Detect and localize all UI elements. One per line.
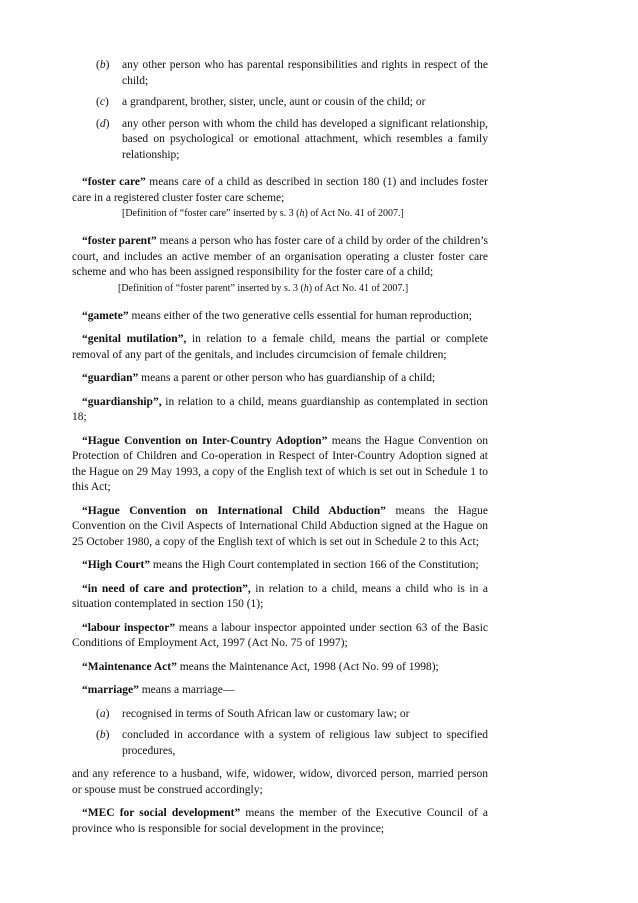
definition-marriage <box>72 683 488 699</box>
defined-term: “marriage” <box>82 684 139 696</box>
note-text: ) of Act No. 41 of 2007.] <box>304 208 404 219</box>
note-text: [Definition of “foster care” inserted by s. 3 ( <box>122 208 300 219</box>
definition-text: means a parent or other person who has guardianship of a child; <box>138 372 436 384</box>
definition-text: in relation to a female child, means the partial or complete removal of any part of the genitals, and includes circumcision of female children; <box>72 333 488 361</box>
definition-text: means the Hague Convention on Protection of Children and Co-operation in Respect of Inter-Country Adoption signed at the Hague on 29 May 1993, a copy of the English text of which is set out in Schedule 1 to this Act; <box>72 434 489 493</box>
defined-term: “MEC for social development” <box>82 807 241 819</box>
list-item <box>72 117 488 164</box>
definition-text: in relation to a child, means guardianship as contemplated in section 18; <box>72 395 488 423</box>
defined-term: “labour inspector” <box>82 621 176 634</box>
list-item <box>72 58 488 89</box>
definition-text: means the Hague Convention on the Civil Aspects of International Child Abduction signed at the Hague on 25 October 1980, a copy of the English text of which is set out in Schedule 2 to this Act; <box>72 504 488 548</box>
marriage-closing-text: and any reference to a husband, wife, widower, widow, divorced person, married person or spouse must be construed accordingly; <box>72 768 488 796</box>
definition-need-of-care <box>72 582 488 613</box>
definition-mec <box>72 806 488 837</box>
defined-term: “in need of care and protection”, <box>82 582 251 595</box>
definition-labour-inspector <box>72 621 488 652</box>
item-text: any other person with whom the child has developed a significant relationship, based on psychological or emotional attachment, which resembles a family relationship; <box>122 117 488 161</box>
defined-term: “Hague Convention on Inter-Country Adoption” <box>82 434 328 447</box>
item-number: ( d ) <box>96 117 122 164</box>
item-text: any other person who has parental responsibilities and rights in respect of the child; <box>122 59 488 87</box>
definition-text: means a person who has foster care of a child by order of the children’s court, and includes an active member of an organisation operating a cluster foster care scheme and who has been assigned responsibility for the foster care of a child; <box>72 235 488 278</box>
definition-foster-care <box>72 175 488 206</box>
item-text: concluded in accordance with a system of religious law subject to specified procedures, <box>122 729 488 757</box>
note-letter: h <box>299 208 305 219</box>
amendment-note <box>122 207 488 220</box>
defined-term: “High Court” <box>82 559 151 571</box>
definition-hague-abduction <box>72 504 488 551</box>
defined-term: “genital mutilation”, <box>82 333 187 345</box>
note-text: [Definition of “foster parent” inserted by s. 3 ( <box>118 282 304 294</box>
definition-text: means either of the two generative cells essential for human reproduction; <box>128 309 472 322</box>
defined-term: “foster parent” <box>82 235 157 247</box>
definition-text: in relation to a child, means a child who is in a situation contemplated in section 150 (1); <box>72 582 488 610</box>
item-number: ( c ) <box>96 95 122 111</box>
definition-text: means the member of the Executive Council of a province who is responsible for social development in the province; <box>72 807 489 835</box>
defined-term: “foster care” <box>82 176 146 188</box>
item-number: ( a ) <box>96 707 122 723</box>
note-text: ) of Act No. 41 of 2007.] <box>308 282 409 294</box>
document-body <box>72 58 488 845</box>
item-text: a grandparent, brother, sister, uncle, aunt or cousin of the child; or <box>122 96 426 108</box>
definition-text: means a labour inspector appointed under section 63 of the Basic Conditions of Employment Act, 1997 (Act No. 75 of 1997); <box>72 621 488 649</box>
definition-guardian <box>72 371 488 387</box>
defined-term: “Maintenance Act” <box>82 660 177 673</box>
list-item <box>72 707 488 723</box>
definition-text: means the High Court contemplated in section 166 of the Constitution; <box>150 559 479 571</box>
definition-genital-mutilation <box>72 332 488 363</box>
definition-hague-adoption <box>72 434 488 496</box>
definition-gamete <box>72 309 488 325</box>
item-number: ( b ) <box>96 728 122 759</box>
definition-high-court <box>72 558 488 574</box>
note-letter: h <box>303 282 309 294</box>
item-text: recognised in terms of South African law or customary law; or <box>122 707 410 720</box>
defined-term: “gamete” <box>82 309 129 322</box>
list-item <box>72 95 488 111</box>
defined-term: “guardian” <box>82 372 139 384</box>
list-item <box>72 728 488 759</box>
defined-term: “Hague Convention on International Child Abduction” <box>82 504 386 517</box>
definition-maintenance-act <box>72 660 488 676</box>
item-number: ( b ) <box>96 58 122 89</box>
definition-text: means care of a child as described in section 180 (1) and includes foster care in a registered cluster foster care scheme; <box>72 176 488 204</box>
defined-term: “guardianship”, <box>82 395 162 408</box>
definition-text: means the Maintenance Act, 1998 (Act No. 99 of 1998); <box>176 660 439 673</box>
definition-text: means a marriage— <box>138 684 235 696</box>
definition-foster-parent <box>72 234 488 281</box>
definition-guardianship <box>72 395 488 426</box>
amendment-note <box>118 282 488 295</box>
